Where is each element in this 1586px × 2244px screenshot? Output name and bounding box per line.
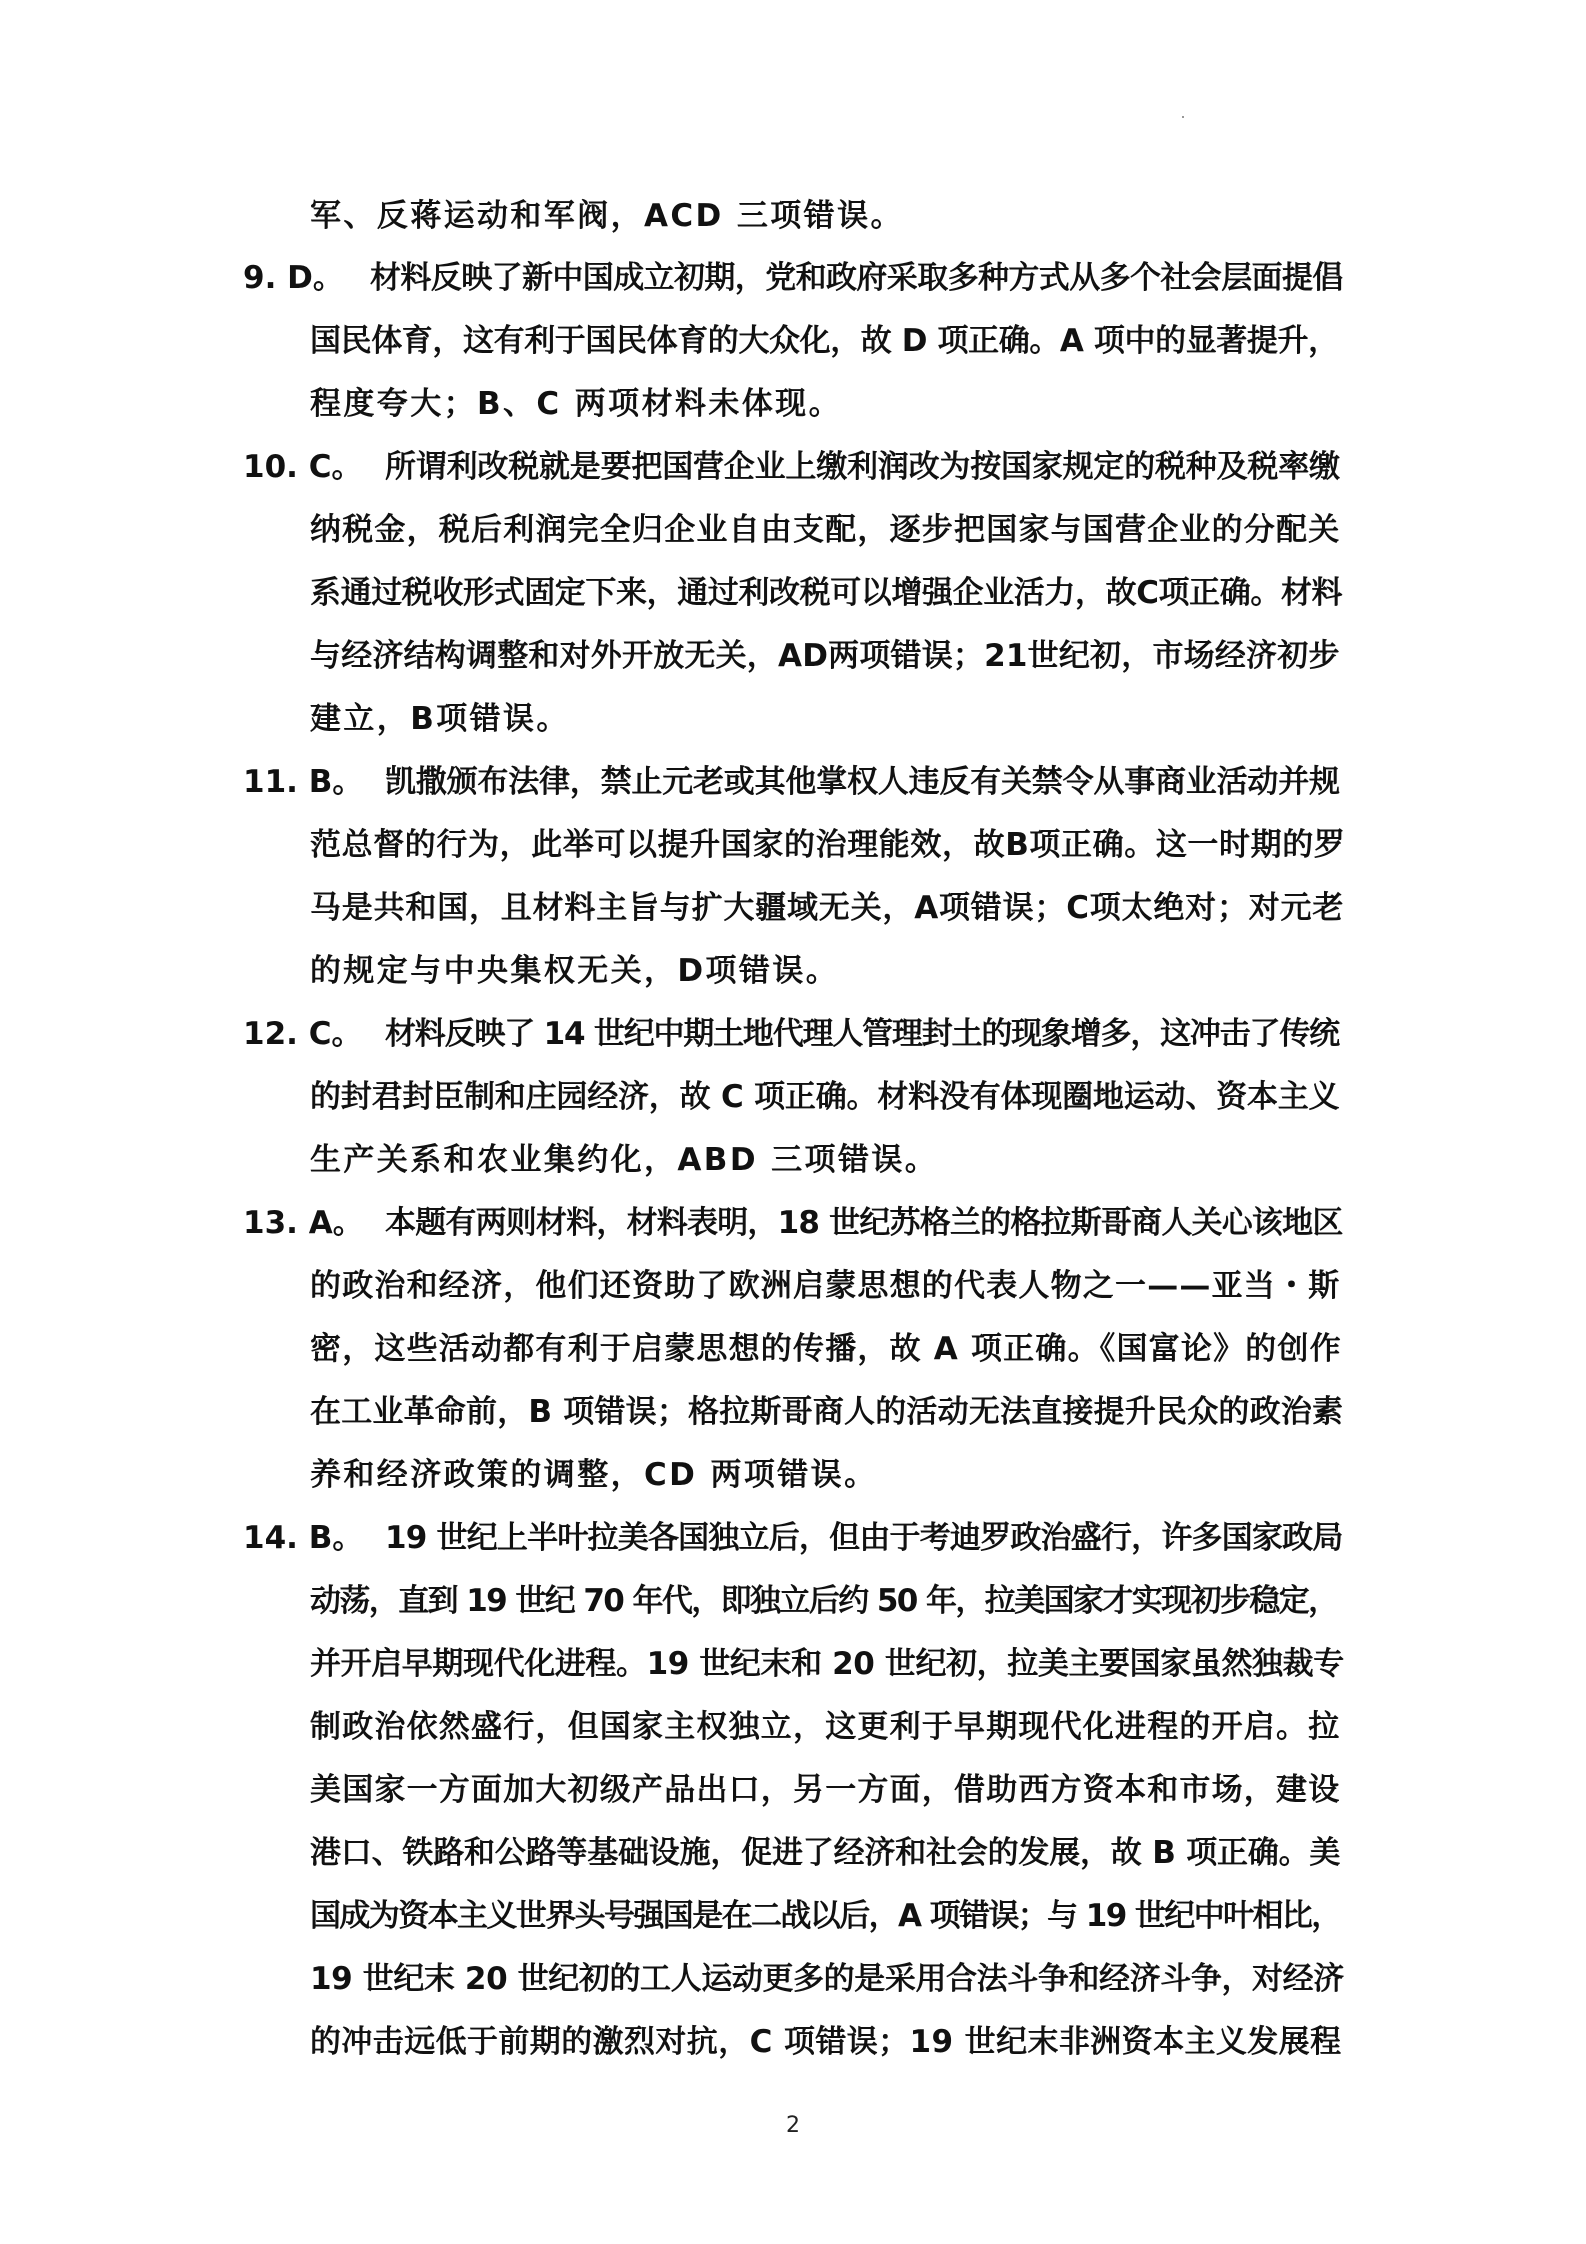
item-number-11: 11. B。: [243, 764, 364, 800]
item-9-line-3: 程度夸大；B、C 两项材料未体现。: [310, 386, 842, 422]
item-14-line-4: 制政治依然盛行，但国家主权独立，这更利于早期现代化进程的开启。拉: [310, 1709, 1341, 1745]
item-12-line-1: 材料反映了 14 世纪中期土地代理人管理封土的现象增多，这冲击了传统: [385, 1016, 1339, 1052]
item-13-line-3: 密，这些活动都有利于启蒙思想的传播，故 A 项正确。《国富论》的创作: [310, 1331, 1342, 1367]
item-11-line-4: 的规定与中央集权无关，D项错误。: [310, 953, 840, 989]
item-number-10: 10. C。: [243, 449, 363, 485]
item-number-12: 12. C。: [243, 1016, 363, 1052]
item-14-line-8: 19 世纪末 20 世纪初的工人运动更多的是采用合法斗争和经济斗争，对经济: [310, 1961, 1344, 1997]
item-11-line-3: 马是共和国，且材料主旨与扩大疆域无关，A项错误；C项太绝对；对元老: [310, 890, 1345, 926]
item-10-line-3: 系通过税收形式固定下来，通过利改税可以增强企业活力，故C项正确。材料: [310, 575, 1343, 611]
item-number-13: 13. A。: [243, 1205, 364, 1241]
continued-line: 军、反蒋运动和军阀，ACD 三项错误。: [310, 198, 904, 234]
item-number-14: 14. B。: [243, 1520, 364, 1556]
item-number-9: 9. D。: [243, 260, 344, 296]
item-11-line-1: 凯撒颁布法律，禁止元老或其他掌权人违反有关禁令从事商业活动并规: [385, 764, 1340, 800]
item-13-line-5: 养和经济政策的调整，CD 两项错误。: [310, 1457, 878, 1493]
item-14-line-1: 19 世纪上半叶拉美各国独立后，但由于考迪罗政治盛行，许多国家政局: [385, 1520, 1343, 1556]
item-14-line-3: 并开启早期现代化进程。19 世纪末和 20 世纪初，拉美主要国家虽然独裁专: [310, 1646, 1344, 1682]
item-13-line-1: 本题有两则材料，材料表明，18 世纪苏格兰的格拉斯哥商人关心该地区: [385, 1205, 1343, 1241]
item-11-line-2: 范总督的行为，此举可以提升国家的治理能效，故B项正确。这一时期的罗: [310, 827, 1346, 863]
item-9-line-1: 材料反映了新中国成立初期，党和政府采取多种方式从多个社会层面提倡: [370, 260, 1343, 296]
item-14-line-7: 国成为资本主义世界头号强国是在二战以后，A 项错误；与 19 世纪中叶相比，: [310, 1898, 1341, 1934]
item-10-line-4: 与经济结构调整和对外开放无关，AD两项错误；21世纪初，市场经济初步: [310, 638, 1340, 674]
item-12-line-2: 的封君封臣制和庄园经济，故 C 项正确。材料没有体现圈地运动、资本主义: [310, 1079, 1340, 1115]
item-14-line-9: 的冲击远低于前期的激烈对抗，C 项错误；19 世纪末非洲资本主义发展程: [310, 2024, 1342, 2060]
scan-speck: [1182, 116, 1184, 118]
item-9-line-2: 国民体育，这有利于国民体育的大众化，故 D 项正确。A 项中的显著提升，: [310, 323, 1339, 359]
item-14-line-5: 美国家一方面加大初级产品出口，另一方面，借助西方资本和市场，建设: [310, 1772, 1341, 1808]
item-12-line-3: 生产关系和农业集约化，ABD 三项错误。: [310, 1142, 939, 1178]
item-14-line-2: 动荡，直到 19 世纪 70 年代，即独立后约 50 年，拉美国家才实现初步稳定，: [310, 1583, 1338, 1619]
item-10-line-2: 纳税金，税后利润完全归企业自由支配，逐步把国家与国营企业的分配关: [310, 512, 1341, 548]
item-10-line-1: 所谓利改税就是要把国营企业上缴利润改为按国家规定的税种及税率缴: [385, 449, 1340, 485]
item-10-line-5: 建立，B项错误。: [310, 701, 570, 737]
item-13-line-4: 在工业革命前，B 项错误；格拉斯哥商人的活动无法直接提升民众的政治素: [310, 1394, 1344, 1430]
page-number: 2: [786, 2113, 800, 2138]
item-13-line-2: 的政治和经济，他们还资助了欧洲启蒙思想的代表人物之一——亚当・斯: [310, 1268, 1341, 1304]
item-14-line-6: 港口、铁路和公路等基础设施，促进了经济和社会的发展，故 B 项正确。美: [310, 1835, 1341, 1871]
